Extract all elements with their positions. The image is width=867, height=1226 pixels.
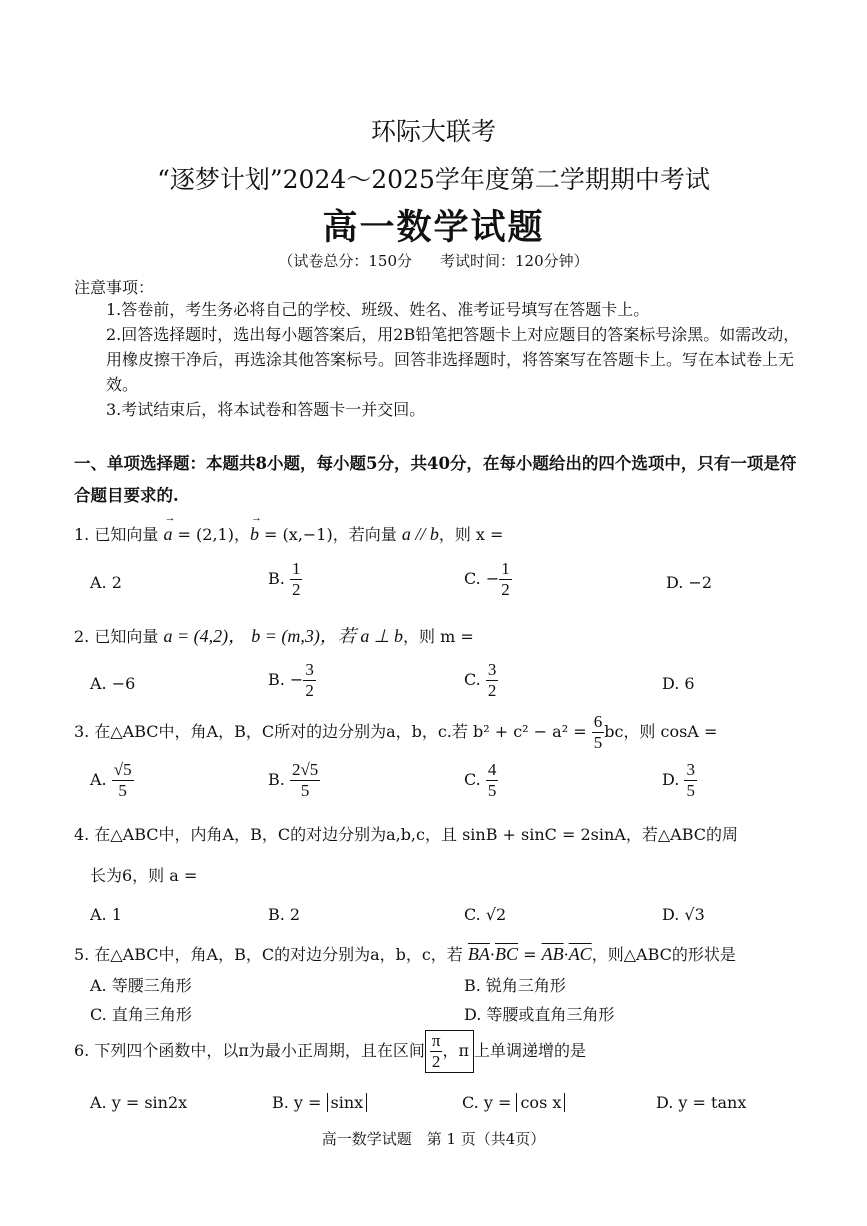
q1-option-c — [464, 559, 512, 600]
denominator: 2 — [305, 681, 314, 700]
vector-a: → a — [163, 524, 172, 545]
vector-ba: $\overline{BA}$ — [467, 944, 490, 964]
denominator: 2 — [501, 580, 510, 599]
q3-option-c — [464, 760, 498, 801]
q5-stem-end: ，则△ABC的形状是 — [591, 945, 736, 964]
interval — [425, 1030, 474, 1073]
numerator: 6 — [593, 712, 603, 731]
q2-option-b — [268, 660, 316, 701]
fraction — [430, 1031, 443, 1072]
q1-option-a: A. 2 — [90, 573, 122, 592]
q1-stem-end: ，则 x = — [438, 525, 504, 544]
question-3 — [74, 712, 717, 753]
option-label: A. — [90, 770, 112, 789]
option-label: C. y = — [462, 1093, 517, 1112]
q2-vector-a: a = (4,2)， — [163, 626, 247, 646]
option-label: B. — [268, 770, 290, 789]
q2-option-a: A. −6 — [90, 674, 136, 693]
q1-option-b — [268, 559, 302, 600]
fraction — [112, 760, 134, 801]
fraction — [684, 760, 697, 801]
denominator: 5 — [686, 781, 695, 800]
option-label: D. — [662, 770, 685, 789]
option-label: C. − — [464, 569, 500, 588]
q3-option-b — [268, 760, 320, 801]
question-4-line-2: 长为6，则 a = — [90, 866, 198, 885]
question-2 — [74, 622, 474, 648]
option-label: C. — [464, 770, 486, 789]
exam-org-title: 环际大联考 — [370, 117, 496, 146]
q3-option-d — [662, 760, 697, 801]
q3-stem: 3. 在△ABC中，角A，B，C所对的边分别为a，b，c.若 b² + c² − a² = — [74, 722, 592, 741]
question-4-line-1: 4. 在△ABC中，内角A，B，C的对边分别为a,b,c，且 sinB + sinC = 2sinA，若△ABC的周 — [74, 825, 739, 844]
note-item: 1.答卷前，考生务必将自己的学校、班级、姓名、准考证号填写在答题卡上。 — [106, 300, 650, 319]
vector-b: → b — [250, 524, 259, 545]
total-score: （试卷总分：150分 — [278, 252, 412, 270]
question-5 — [74, 942, 736, 965]
denominator: 2 — [487, 681, 497, 700]
fraction — [499, 559, 512, 600]
q1-stem-part: = (2,1)， — [172, 525, 250, 544]
page-footer: 高一数学试题 第 1 页（共4页） — [321, 1130, 546, 1148]
q1-stem: 1. 已知向量 — [74, 525, 164, 544]
denominator: 5 — [487, 781, 497, 800]
fraction — [486, 660, 499, 701]
numerator: 1 — [501, 559, 510, 578]
q1-option-d: D. −2 — [666, 573, 713, 592]
dot-product: · — [489, 945, 495, 964]
dot-product: · — [563, 945, 569, 964]
denominator: 5 — [593, 733, 603, 752]
note-item: 3.考试结束后，将本试卷和答题卡一并交回。 — [106, 400, 426, 419]
fraction — [290, 760, 320, 801]
q6-option-d: D. y = tanx — [656, 1093, 747, 1112]
q1-stem-part: = (x,−1)，若向量 — [258, 525, 402, 544]
vector-ab: $\overline{AB}$ — [541, 944, 564, 964]
equals: = — [518, 945, 542, 964]
exam-time: 考试时间：120分钟） — [440, 252, 589, 270]
q3-option-a — [90, 760, 134, 801]
numerator: 3 — [686, 760, 695, 779]
option-label: B. y = — [272, 1093, 327, 1112]
question-1 — [74, 522, 503, 545]
q5-stem: 5. 在△ABC中，角A，B，C的对边分别为a，b，c，若 — [74, 945, 468, 964]
q2-relation: a ⊥ b — [360, 626, 404, 646]
fraction — [290, 559, 303, 600]
q4-option-b: B. 2 — [268, 905, 301, 924]
q2-vector-b: b = (m,3)，若 — [251, 626, 361, 646]
fraction — [592, 712, 605, 753]
q3-stem-end: bc，则 cosA = — [604, 722, 718, 741]
note-item: 2.回答选择题时，选出每小题答案后，用2B铅笔把答题卡上对应题目的答案标号涂黑。如需改动，用橡皮擦干净后，再选涂其他答案标号。回答非选择题时，将答案写在答题卡上。写在本试卷上无效。 — [106, 325, 800, 394]
numerator: 3 — [487, 660, 497, 679]
q5-option-a: A. 等腰三角形 — [90, 976, 192, 995]
fraction — [303, 660, 316, 701]
q5-option-d: D. 等腰或直角三角形 — [464, 1005, 615, 1024]
numerator: 3 — [305, 660, 314, 679]
q2-stem: 2. 已知向量 — [74, 627, 164, 646]
denominator: 2 — [431, 1052, 441, 1071]
numerator: 1 — [291, 559, 301, 578]
numerator: 2√5 — [291, 760, 319, 779]
numerator: π — [431, 1031, 441, 1050]
q5-option-c: C. 直角三角形 — [90, 1005, 192, 1024]
exam-name: “逐梦计划”2024～2025学年度第二学期期中考试 — [157, 165, 710, 194]
q6-option-c — [462, 1093, 565, 1112]
option-label: B. — [268, 569, 290, 588]
denominator: 5 — [300, 781, 310, 800]
q1-relation: a // b — [401, 524, 439, 544]
q6-stem-end: 上单调递增的是 — [474, 1041, 587, 1060]
q5-option-b: B. 锐角三角形 — [464, 976, 566, 995]
option-label: C. — [464, 670, 486, 689]
question-6 — [74, 1030, 586, 1073]
page-title: 高一数学试题 — [322, 207, 545, 248]
q6-option-a: A. y = sin2x — [90, 1093, 188, 1112]
notes-title: 注意事项： — [74, 278, 155, 297]
q2-option-c — [464, 660, 498, 701]
section-heading: 一、单项选择题：本题共8小题，每小题5分，共40分，在每小题给出的四个选项中，只有一项是符合题目要求的. — [74, 454, 797, 505]
vector-bc: $\overline{BC}$ — [495, 944, 519, 964]
q4-option-c: C. √2 — [464, 905, 507, 924]
q4-option-a: A. 1 — [90, 905, 122, 924]
q2-option-d: D. 6 — [662, 674, 695, 693]
interval-right: ，π — [442, 1041, 469, 1060]
numerator: √5 — [113, 760, 132, 779]
numerator: 4 — [487, 760, 497, 779]
q4-option-d: D. √3 — [662, 905, 705, 924]
fraction — [486, 760, 499, 801]
denominator: 5 — [118, 781, 127, 800]
q6-stem: 6. 下列四个函数中，以π为最小正周期，且在区间 — [74, 1041, 425, 1060]
absolute-value: sinx — [327, 1093, 368, 1112]
q2-stem-end: ，则 m = — [403, 627, 474, 646]
exam-info — [0, 250, 867, 271]
denominator: 2 — [291, 580, 301, 599]
q6-option-b — [272, 1093, 367, 1112]
option-label: B. − — [268, 670, 304, 689]
absolute-value: cos x — [516, 1093, 565, 1112]
vector-ac: $\overline{AC}$ — [568, 944, 592, 964]
